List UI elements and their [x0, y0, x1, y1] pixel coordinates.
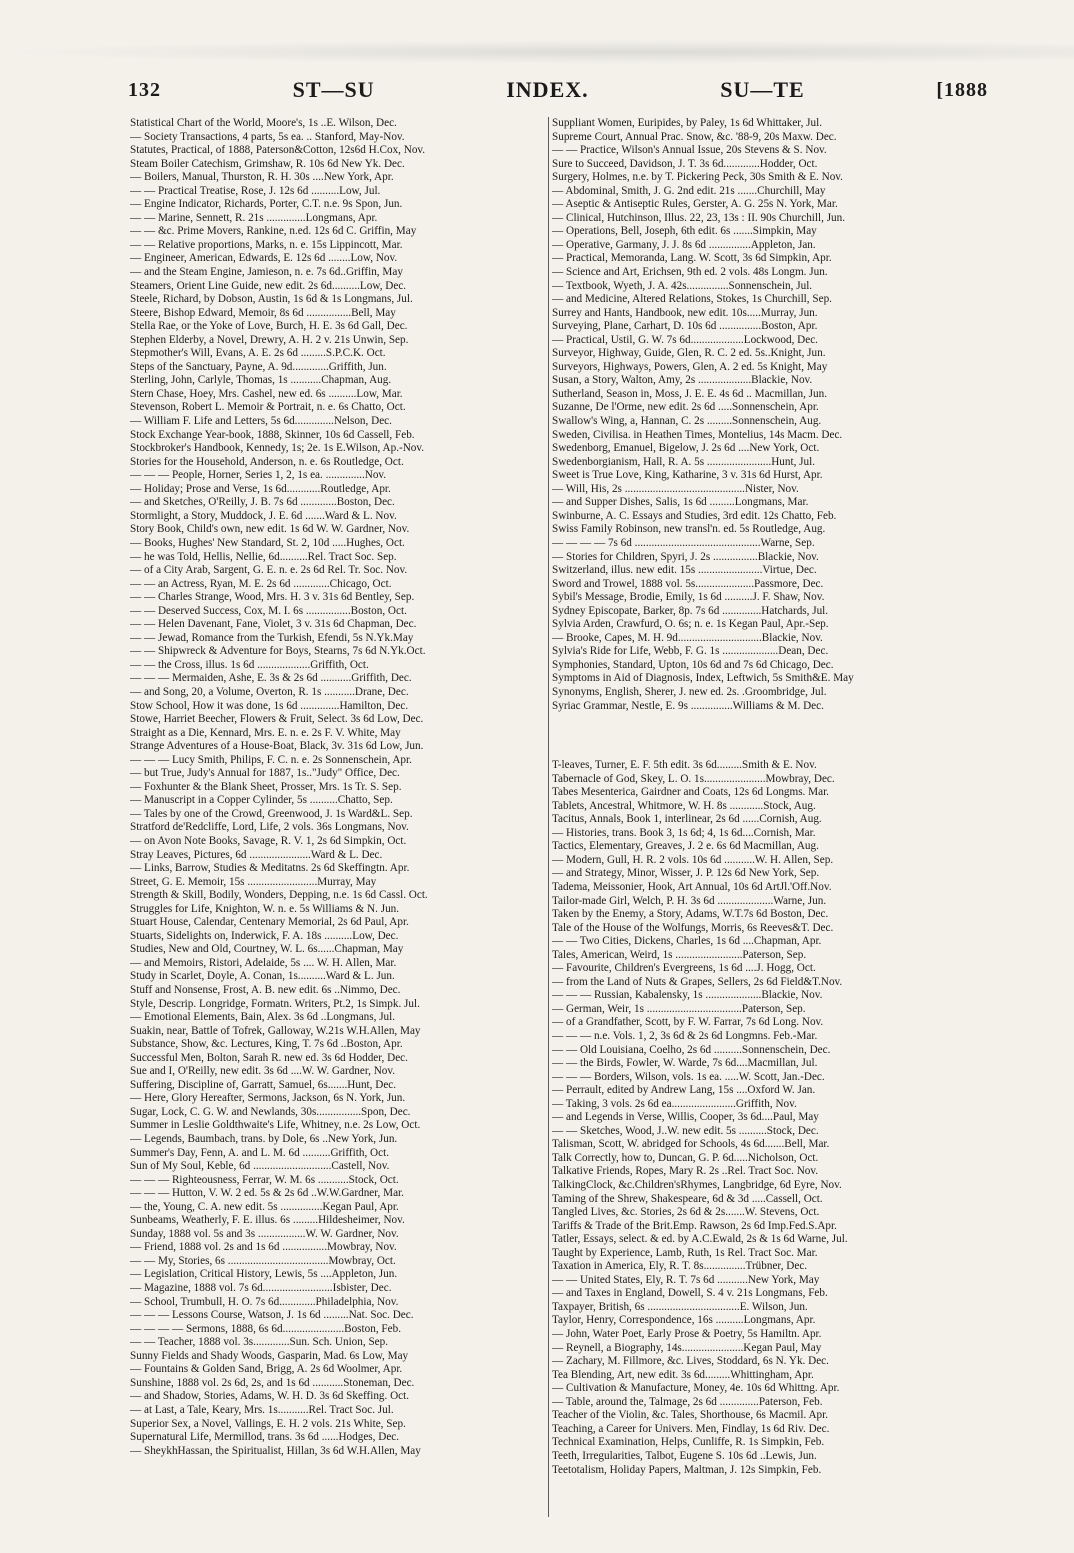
index-entry: — — Sketches, Wood, J..W. new edit. 5s ..........Stock, Dec. — [552, 1124, 819, 1137]
index-entry: Sydney Episcopate, Barker, 8p. 7s 6d ..............Hatchards, Jul. — [552, 604, 829, 617]
index-entry: Steps of the Sanctuary, Payne, A. 9d.............Griffith, Jun. — [130, 360, 387, 373]
index-entry: — William F. Life and Letters, 5s 6d..............Nelson, Dec. — [130, 415, 392, 428]
index-entry: Story Book, Child's own, new edit. 1s 6d W. W. Gardner, Nov. — [130, 523, 410, 536]
index-entry: Tabes Mesenterica, Gairdner and Coats, 12s 6d Longms. Mar. — [552, 786, 829, 799]
index-entry: — Operative, Garmany, J. J. 8s 6d ...............Appleton, Jan. — [552, 238, 816, 251]
index-entry: Street, G. E. Memoir, 15s .........................Murray, May — [130, 875, 377, 888]
index-entry: — Friend, 1888 vol. 2s and 1s 6d ................Mowbray, Nov. — [130, 1241, 397, 1254]
index-entry: Stephen Elderby, a Novel, Drewry, A. H. 2 v. 21s Unwin, Sep. — [130, 333, 409, 346]
index-entry: Stern Chase, Hoey, Mrs. Cashel, new ed. 6s ..........Low, Mar. — [130, 387, 403, 400]
index-entry: — Operations, Bell, Joseph, 6th edit. 6s .......Simpkin, May — [552, 225, 817, 238]
index-entry: — Here, Glory Hereafter, Sermons, Jackson, 6s N. York, Jun. — [130, 1092, 406, 1105]
index-entry: — of a City Arab, Sargent, G. E. n. e. 2s 6d Rel. Tr. Soc. Nov. — [130, 564, 408, 577]
index-entry: — — Teacher, 1888 vol. 3s.............Sun. Sch. Union, Sep. — [130, 1336, 389, 1349]
index-entry: Taxation in America, Ely, R. T. 8s...............Trübner, Dec. — [552, 1260, 808, 1273]
index-title: INDEX. — [506, 77, 589, 102]
index-entry: Sun of My Soul, Keble, 6d ............................Castell, Nov. — [130, 1160, 390, 1173]
index-entry: Tea Blending, Art, new edit. 3s 6d.........Whittingham, Apr. — [552, 1368, 814, 1381]
index-entry: Stepmother's Will, Evans, A. E. 2s 6d .........S.P.C.K. Oct. — [130, 347, 386, 360]
index-entry: Sutherland, Season in, Moss, J. E. E. 4s 6d .. Macmillan, Jun. — [552, 387, 828, 400]
index-entry: Stevenson, Robert L. Memoir & Portrait, n. e. 6s Chatto, Oct. — [130, 401, 406, 414]
index-entry: — — — — 7s 6d .............................................Warne, Sep. — [552, 536, 815, 549]
index-entry: — — — Righteousness, Ferrar, W. M. 6s ...........Stock, Oct. — [130, 1173, 399, 1186]
index-entry: Susan, a Story, Walton, Amy, 2s ...................Blackie, Nov. — [552, 374, 813, 387]
index-entry: TalkingClock, &c.Children'sRhymes, Langbridge, 6d Eyre, Nov. — [552, 1179, 842, 1192]
index-entry: Style, Descrip. Longridge, Formatn. Writers, Pt.2, 1s Simpk. Jul. — [130, 997, 420, 1010]
index-entry: Sunbeams, Weatherly, F. E. illus. 6s .........Hildesheimer, Nov. — [130, 1214, 405, 1227]
index-entry: Struggles for Life, Knighton, W. n. e. 5s Williams & N. Jun. — [130, 902, 400, 915]
index-entry: — — Two Cities, Dickens, Charles, 1s 6d ....Chapman, Apr. — [552, 935, 822, 948]
index-entry: — the, Young, C. A. new edit. 5s ...............Kegan Paul, Apr. — [130, 1200, 399, 1213]
index-entry: — — — Russian, Kabalensky, 1s ....................Blackie, Nov. — [552, 989, 823, 1002]
index-entry: — — Relative proportions, Marks, n. e. 15s Lippincott, Mar. — [130, 238, 403, 251]
index-entry: Supernatural Life, Mermillod, trans. 3s 6d ......Hodges, Dec. — [130, 1431, 400, 1444]
index-entry: Teaching, a Career for Univers. Men, Findlay, 1s 6d Riv. Dec. — [552, 1422, 830, 1435]
index-entry: — Textbook, Wyeth, J. A. 42s...............Sonnenschein, Jul. — [552, 279, 813, 292]
index-entry: Sue and I, O'Reilly, new edit. 3s 6d ....W. W. Gardner, Nov. — [130, 1065, 396, 1078]
index-entry: — — Deserved Success, Cox, M. I. 6s ................Boston, Oct. — [130, 604, 407, 617]
index-entry: Swallow's Wing, a, Hannan, C. 2s .........Sonnenschein, Aug. — [552, 415, 822, 428]
index-entry: — on Avon Note Books, Savage, R. V. 1, 2s 6d Simpkin, Oct. — [130, 834, 407, 847]
index-entry: — German, Weir, 1s ..................................Paterson, Sep. — [552, 1002, 806, 1015]
index-entry: Switzerland, illus. new edit. 15s .......................Virtue, Dec. — [552, 564, 817, 577]
index-entry: — Books, Hughes' New Standard, St. 2, 10d .....Hughes, Oct. — [130, 536, 405, 549]
index-entry: Sweden, Civilisa. in Heathen Times, Montelius, 14s Macm. Dec. — [552, 428, 843, 441]
left-range-heading: ST—SU — [292, 77, 375, 102]
te-entries — [552, 759, 992, 1477]
index-entry: Stuff and Nonsense, Frost, A. B. new edit. 6s ..Nimmo, Dec. — [130, 984, 401, 996]
index-entry: Talk Correctly, how to, Duncan, G. P. 6d.....Nicholson, Oct. — [552, 1151, 819, 1164]
index-entry: Successful Men, Bolton, Sarah R. new ed. 3s 6d Hodder, Dec. — [130, 1051, 408, 1064]
right-column — [552, 117, 992, 1477]
index-entry: — — &c. Prime Movers, Rankine, n.ed. 12s 6d C. Griffin, May — [130, 225, 417, 238]
index-entry: — Reynell, a Biography, 14s......................Kegan Paul, May — [552, 1341, 822, 1354]
index-entry: — — Jewad, Romance from the Turkish, Efendi, 5s N.Yk.May — [130, 631, 414, 644]
index-entry: Stories for the Household, Anderson, n. e. 6s Routledge, Oct. — [130, 455, 404, 468]
index-entry: — and Taxes in England, Dowell, S. 4 v. 21s Longmans, Feb. — [552, 1287, 828, 1300]
right-range-heading: SU—TE — [720, 77, 805, 102]
index-entry: — — United States, Ely, R. T. 7s 6d ...........New York, May — [552, 1273, 820, 1286]
index-entry: Stow School, How it was done, 1s 6d ..............Hamilton, Dec. — [130, 699, 409, 712]
index-entry: — and Memoirs, Ristori, Adelaide, 5s .... W. H. Allen, Mar. — [130, 956, 397, 969]
index-entry: — Tales by one of the Crowd, Greenwood, J. 1s Ward&L. Sep. — [130, 807, 413, 820]
index-entry: — Modern, Gull, H. R. 2 vols. 10s 6d ...........W. H. Allen, Sep. — [552, 853, 834, 866]
su-entries — [552, 117, 992, 713]
index-entry: — — Old Louisiana, Coelho, 2s 6d ..........Sonnenschein, Dec. — [552, 1043, 831, 1056]
index-entry: Suakin, near, Battle of Tofrek, Galloway, W.21s W.H.Allen, May — [130, 1024, 421, 1037]
index-entry: Symphonies, Standard, Upton, 10s 6d and 7s 6d Chicago, Dec. — [552, 658, 834, 671]
index-entry: Surgery, Holmes, n.e. by T. Pickering Peck, 30s Smith & E. Nov. — [552, 171, 843, 184]
index-entry: Steamers, Orient Line Guide, new edit. 2s 6d..........Low, Dec. — [130, 279, 407, 292]
index-entry: — Engineer, American, Edwards, E. 12s 6d ........Low, Nov. — [130, 252, 398, 265]
index-entry: Suzanne, De l'Orme, new edit. 2s 6d .....Sonnenschein, Apr. — [552, 401, 819, 414]
index-entry: Summer in Leslie Goldthwaite's Life, Whitney, n.e. 2s Low, Oct. — [130, 1119, 421, 1132]
index-entry: Taught by Experience, Lamb, Ruth, 1s Rel. Tract Soc. Mar. — [552, 1246, 818, 1259]
index-entry: Symptoms in Aid of Diagnosis, Index, Leftwich, 5s Smith&E. May — [552, 672, 854, 685]
index-entry: Swinburne, A. C. Essays and Studies, 3rd edit. 12s Chatto, Feb. — [552, 509, 837, 522]
index-entry: Sylvia Arden, Crawfurd, O. 6s; n. e. 1s Kegan Paul, Apr.-Sep. — [552, 618, 829, 631]
index-entry: — — an Actress, Ryan, M. E. 2s 6d .............Chicago, Oct. — [130, 577, 392, 590]
index-entry: Sweet is True Love, King, Katharine, 3 v. 31s 6d Hurst, Apr. — [552, 469, 823, 482]
index-entry: — Perrault, edited by Andrew Lang, 15s ....Oxford W. Jan. — [552, 1084, 816, 1097]
index-entry: — Links, Barrow, Studies & Meditatns. 2s 6d Skeffingtn. Apr. — [130, 862, 410, 875]
index-entry: — — Practical Treatise, Rose, J. 12s 6d ..........Low, Jul. — [130, 184, 381, 197]
index-entry: — — Charles Strange, Wood, Mrs. H. 3 v. 31s 6d Bentley, Sep. — [130, 591, 415, 604]
index-entry: — — — n.e. Vols. 1, 2, 3s 6d & 2s 6d Longmns. Feb.-Mar. — [552, 1030, 818, 1042]
index-entry: — Taking, 3 vols. 2s 6d ea.......................Griffith, Nov. — [552, 1097, 797, 1110]
index-entry: — and the Steam Engine, Jamieson, n. e. 7s 6d..Griffin, May — [130, 266, 403, 279]
index-entry: Tactics, Elementary, Greaves, J. 2 e. 6s 6d Macmillan, Aug. — [552, 840, 819, 853]
index-entry: Supreme Court, Annual Prac. Snow, &c. '88-9, 20s Maxw. Dec. — [552, 130, 837, 143]
year-heading: [1888 — [936, 78, 988, 101]
index-entry: — at Last, a Tale, Keary, Mrs. 1s...........Rel. Tract Soc. Jul. — [130, 1403, 394, 1416]
index-entry: Study in Scarlet, Doyle, A. Conan, 1s..........Ward & L. Jun. — [130, 970, 395, 983]
index-entry: — Abdominal, Smith, J. G. 2nd edit. 21s .......Churchill, May — [552, 184, 826, 197]
index-entry: Tablets, Ancestral, Whitmore, W. H. 8s ............Stock, Aug. — [552, 799, 816, 812]
index-entry: Surveyors, Highways, Powers, Glen, A. 2 ed. 5s Knight, May — [552, 360, 828, 373]
index-entry: Swedenborg, Emanuel, Bigelow, J. 2s 6d ....New York, Oct. — [552, 442, 820, 455]
index-entry: Tadema, Meissonier, Hook, Art Annual, 10s 6d ArtJl.'Off.Nov. — [552, 880, 832, 893]
index-entry: Suppliant Women, Euripides, by Paley, 1s 6d Whittaker, Jul. — [552, 117, 823, 129]
left-column — [130, 117, 543, 1458]
index-entry: Strange Adventures of a House-Boat, Black, 3v. 31s 6d Low, Jun. — [130, 740, 424, 753]
index-entry: — Histories, trans. Book 3, 1s 6d; 4, 1s 6d....Cornish, Mar. — [552, 826, 816, 839]
index-entry: Surveyor, Highway, Guide, Glen, R. C. 2 ed. 5s..Knight, Jun. — [552, 347, 826, 360]
page-header — [128, 76, 988, 104]
index-entry: — and Supper Dishes, Salis, 1s 6d .........Longmans, Mar. — [552, 496, 809, 509]
index-entry: — — the Cross, illus. 1s 6d ...................Griffith, Oct. — [130, 658, 369, 671]
index-entry: — and Legends in Verse, Willis, Cooper, 3s 6d....Paul, May — [552, 1111, 819, 1124]
index-entry: — Emotional Elements, Bain, Alex. 3s 6d ..Longmans, Jul. — [130, 1011, 396, 1024]
index-entry: — and Strategy, Minor, Wisser, J. P. 12s 6d New York, Sep. — [552, 867, 820, 880]
index-entry: — John, Water Poet, Early Prose & Poetry, 5s Hamiltn. Apr. — [552, 1328, 822, 1341]
index-entry: Sword and Trowel, 1888 vol. 5s.....................Passmore, Dec. — [552, 577, 824, 590]
index-entry: Tailor-made Girl, Welch, P. H. 3s 6d ....................Warne, Jun. — [552, 894, 827, 907]
index-entry: Teacher of the Violin, &c. Tales, Shorthouse, 6s Macmil. Apr. — [552, 1409, 829, 1422]
section-gap — [552, 713, 992, 759]
index-entry: Sunshine, 1888 vol. 2s 6d, 2s, and 1s 6d ...........Stoneman, Dec. — [130, 1376, 415, 1389]
index-entry: Stuarts, Sidelights on, Inderwick, F. A. 18s ..........Low, Dec. — [130, 929, 399, 942]
index-entry: — — Marine, Sennett, R. 21s ..............Longmans, Apr. — [130, 211, 378, 224]
index-entry: — from the Land of Nuts & Grapes, Sellers, 2s 6d Field&T.Nov. — [552, 975, 843, 988]
index-entry: Tabernacle of God, Skey, L. O. 1s......................Mowbray, Dec. — [552, 772, 835, 785]
index-entry: — — — Mermaiden, Ashe, E. 3s & 2s 6d ...........Griffith, Dec. — [130, 672, 412, 685]
index-entry: — Boilers, Manual, Thurston, R. H. 30s ....New York, Apr. — [130, 171, 394, 184]
page-number: 132 — [128, 78, 161, 101]
index-entry: Taken by the Enemy, a Story, Adams, W.T.7s 6d Boston, Dec. — [552, 908, 829, 921]
index-entry: — — My, Stories, 6s ....................................Mowbray, Oct. — [130, 1254, 396, 1267]
index-entry: Swedenborgianism, Hall, R. A. 5s .......................Hunt, Jul. — [552, 455, 816, 468]
index-entry: — and Medicine, Altered Relations, Stokes, 1s Churchill, Sep. — [552, 293, 832, 306]
index-entry: Teeth, Irregularities, Talbot, Eugene S. 10s 6d ..Lewis, Jun. — [552, 1449, 817, 1462]
index-entry: — Society Transactions, 4 parts, 5s ea. .. Stanford, May-Nov. — [130, 130, 405, 143]
index-entry: — Will, His, 2s ...........................................Nister, Nov. — [552, 482, 799, 495]
index-entry: — — the Birds, Fowler, W. Warde, 7s 6d....Macmillan, Jul. — [552, 1057, 818, 1070]
index-entry: Taylor, Henry, Correspondence, 16s ..........Longmans, Apr. — [552, 1314, 816, 1327]
index-entry: Summer's Day, Fenn, A. and L. M. 6d ..........Griffith, Oct. — [130, 1146, 389, 1159]
index-entry: Stormlight, a Story, Muddock, J. E. 6d .......Ward & L. Nov. — [130, 509, 397, 522]
index-entry: — Clinical, Hutchinson, Illus. 22, 23, 13s : II. 90s Churchill, Jun. — [552, 211, 846, 224]
index-entry: — Favourite, Children's Evergreens, 1s 6d ....J. Hogg, Oct. — [552, 962, 816, 975]
index-entry: Tacitus, Annals, Book 1, interlinear, 2s 6d ......Cornish, Aug. — [552, 813, 822, 826]
index-entry: — Foxhunter & the Blank Sheet, Prosser, Mrs. 1s Tr. S. Sep. — [130, 780, 402, 793]
index-entry: Surveying, Plane, Carhart, D. 10s 6d ...............Boston, Apr. — [552, 320, 818, 333]
index-entry: Stella Rae, or the Yoke of Love, Burch, H. E. 3s 6d Gall, Dec. — [130, 320, 408, 333]
index-entry: — Holiday; Prose and Verse, 1s 6d............Routledge, Apr. — [130, 482, 391, 495]
index-entry: — Fountains & Golden Sand, Brigg, A. 2s 6d Woolmer, Apr. — [130, 1363, 403, 1376]
index-entry: Sybil's Message, Brodie, Emily, 1s 6d ..........J. F. Shaw, Nov. — [552, 591, 825, 604]
index-entry: — he was Told, Hellis, Nellie, 6d..........Rel. Tract Soc. Sep. — [130, 550, 397, 563]
index-entry: Stratford de'Redcliffe, Lord, Life, 2 vols. 36s Longmans, Nov. — [130, 821, 409, 834]
index-entry: — Legends, Baumbach, trans. by Dole, 6s ..New York, Jun. — [130, 1133, 398, 1146]
index-entry: Sure to Succeed, Davidson, J. T. 3s 6d.............Hodder, Oct. — [552, 157, 818, 170]
index-entry: Sylvia's Ride for Life, Webb, F. G. 1s ....................Dean, Dec. — [552, 645, 829, 658]
index-entry: Synonyms, English, Sherer, J. new ed. 2s. .Groombridge, Jul. — [552, 685, 827, 698]
index-entry: Talisman, Scott, W. abridged for Schools, 4s 6d.......Bell, Mar. — [552, 1138, 830, 1151]
index-entry: — Zachary, M. Fillmore, &c. Lives, Stoddard, 6s N. Yk. Dec. — [552, 1355, 829, 1368]
index-entry: — — — Hutton, V. W. 2 ed. 5s & 2s 6d ..W.W.Gardner, Mar. — [130, 1187, 404, 1200]
index-entry: — — — Lessons Course, Watson, J. 1s 6d .........Nat. Soc. Dec. — [130, 1309, 414, 1322]
index-entry: — — — People, Horner, Series 1, 2, 1s ea. ..............Nov. — [130, 469, 387, 482]
index-entry: Stockbroker's Handbook, Kennedy, 1s; 2e. 1s E.Wilson, Ap.-Nov. — [130, 442, 425, 455]
index-entry: Stock Exchange Year-book, 1888, Skinner, 10s 6d Cassell, Feb. — [130, 428, 415, 441]
index-entry: Sugar, Lock, C. G. W. and Newlands, 30s................Spon, Dec. — [130, 1105, 411, 1118]
index-entry: — — — Borders, Wilson, vols. 1s ea. .....W. Scott, Jan.-Dec. — [552, 1070, 825, 1083]
index-entry: Sunday, 1888 vol. 5s and 3s .................W. W. Gardner, Nov. — [130, 1227, 399, 1240]
index-entry: — but True, Judy's Annual for 1887, 1s.."Judy" Office, Dec. — [130, 767, 400, 780]
scan-smudge — [0, 40, 1074, 64]
index-entry: Steele, Richard, by Dobson, Austin, 1s 6d & 1s Longmans, Jul. — [130, 293, 413, 306]
index-entry: Technical Examination, Helps, Cunliffe, R. 1s Simpkin, Feb. — [552, 1436, 825, 1449]
index-entry: Suffering, Discipline of, Garratt, Samuel, 6s.......Hunt, Dec. — [130, 1078, 397, 1091]
index-entry: — Brooke, Capes, M. H. 9d..............................Blackie, Nov. — [552, 631, 823, 644]
index-entry: Tariffs & Trade of the Brit.Emp. Rawson, 2s 6d Imp.Fed.S.Apr. — [552, 1219, 837, 1232]
index-entry: — Engine Indicator, Richards, Porter, C.T. n.e. 9s Spon, Jun. — [130, 198, 403, 211]
index-entry: Sunny Fields and Shady Woods, Gasparin, Mad. 6s Low, May — [130, 1349, 409, 1362]
index-entry: Stuart House, Calendar, Centenary Memorial, 2s 6d Paul, Apr. — [130, 916, 409, 929]
index-entry: Surrey and Hants, Handbook, new edit. 10s.....Murray, Jun. — [552, 306, 818, 319]
index-entry: — Cultivation & Manufacture, Money, 4e. 10s 6d Whittng. Apr. — [552, 1382, 840, 1395]
index-entry: — Science and Art, Erichsen, 9th ed. 2 vols. 48s Longm. Jun. — [552, 266, 828, 279]
index-entry: — — Shipwreck & Adventure for Boys, Stearns, 7s 6d N.Yk.Oct. — [130, 645, 426, 658]
index-entry: Sterling, John, Carlyle, Thomas, 1s ...........Chapman, Aug. — [130, 374, 392, 387]
index-entry: — School, Trumbull, H. O. 7s 6d.............Philadelphia, Nov. — [130, 1295, 399, 1308]
index-entry: Teetotalism, Holiday Papers, Maltman, J. 12s Simpkin, Feb. — [552, 1463, 822, 1476]
index-entry: — and Sketches, O'Reilly, J. B. 7s 6d .............Boston, Dec. — [130, 496, 395, 509]
index-entry: — Table, around the, Talmage, 2s 6d ..............Paterson, Feb. — [552, 1395, 823, 1408]
index-entry: — — — Lucy Smith, Philips, F. C. n. e. 2s Sonnenschein, Apr. — [130, 753, 412, 766]
index-entry: — Practical, Memoranda, Lang. W. Scott, 3s 6d Simpkin, Apr. — [552, 252, 832, 265]
index-entry: Tatler, Essays, select. & ed. by A.C.Ewald, 2s & 1s 6d Warne, Jul. — [552, 1233, 848, 1246]
index-entry: Superior Sex, a Novel, Vallings, E. H. 2 vols. 21s White, Sep. — [130, 1417, 406, 1430]
index-entry: — — Helen Davenant, Fane, Violet, 3 v. 31s 6d Chapman, Dec. — [130, 618, 417, 631]
index-entry: — and Song, 20, a Volume, Overton, R. 1s ...........Drane, Dec. — [130, 685, 409, 698]
index-entry: Tales, American, Weird, 1s ........................Paterson, Sep. — [552, 948, 807, 961]
index-entry: Statutes, Practical, of 1888, Paterson&Cotton, 12s6d H.Cox, Nov. — [130, 144, 426, 157]
index-entry: Taming of the Shrew, Shakespeare, 6d & 3d .....Cassell, Oct. — [552, 1192, 823, 1205]
index-entry: Talkative Friends, Ropes, Mary R. 2s ..Rel. Tract Soc. Nov. — [552, 1165, 819, 1178]
index-entry: — Aseptic & Antiseptic Rules, Gerster, A. G. 25s N. York, Mar. — [552, 198, 838, 211]
index-entry: — of a Grandfather, Scott, by F. W. Farrar, 7s 6d Long. Nov. — [552, 1016, 824, 1029]
index-entry: — Practical, Ustil, G. W. 7s 6d...................Lockwood, Dec. — [552, 333, 818, 346]
index-entry: Steere, Bishop Edward, Memoir, 8s 6d ................Bell, May — [130, 306, 396, 319]
index-entry: Tangled Lives, &c. Stories, 2s 6d & 2s.......W. Stevens, Oct. — [552, 1206, 820, 1219]
index-entry: Substance, Show, &c. Lectures, King, T. 7s 6d ..Boston, Apr. — [130, 1038, 403, 1051]
index-entry: — Manuscript in a Copper Cylinder, 5s ..........Chatto, Sep. — [130, 794, 393, 807]
index-entry: T-leaves, Turner, E. F. 5th edit. 3s 6d.........Smith & E. Nov. — [552, 759, 817, 772]
index-entry: Swiss Family Robinson, new transl'n. ed. 5s Routledge, Aug. — [552, 523, 826, 536]
index-entry: — Magazine, 1888 vol. 7s 6d.........................Isbister, Dec. — [130, 1282, 392, 1295]
index-entry: Strength & Skill, Bodily, Wonders, Depping, n.e. 1s 6d Cassl. Oct. — [130, 889, 428, 902]
index-entry: — Stories for Children, Spyri, J. 2s ................Blackie, Nov. — [552, 550, 819, 563]
index-entry: Tale of the House of the Wolfungs, Morris, 6s Reeves&T. Dec. — [552, 921, 834, 934]
index-entry: Straight as a Die, Kennard, Mrs. E. n. e. 2s F. V. White, May — [130, 726, 401, 739]
column-divider — [548, 117, 549, 1517]
index-entry: Stray Leaves, Pictures, 6d ......................Ward & L. Dec. — [130, 848, 383, 861]
index-entry: — SheykhHassan, the Spiritualist, Hillan, 3s 6d W.H.Allen, May — [130, 1444, 421, 1457]
index-entry: Statistical Chart of the World, Moore's, 1s ..E. Wilson, Dec. — [130, 117, 397, 129]
index-entry: Syriac Grammar, Nestle, E. 9s ...............Williams & M. Dec. — [552, 699, 824, 712]
index-entry: — and Shadow, Stories, Adams, W. H. D. 3s 6d Skeffing. Oct. — [130, 1390, 410, 1403]
index-entry: Taxpayer, British, 6s .................................E. Wilson, Jun. — [552, 1300, 808, 1313]
index-entry: Studies, New and Old, Courtney, W. L. 6s......Chapman, May — [130, 943, 404, 956]
index-entry: Steam Boiler Catechism, Grimshaw, R. 10s 6d New Yk. Dec. — [130, 157, 405, 170]
index-entry: — — — — Sermons, 1888, 6s 6d......................Boston, Feb. — [130, 1322, 401, 1335]
index-entry: Stowe, Harriet Beecher, Flowers & Fruit, Select. 3s 6d Low, Dec. — [130, 713, 424, 726]
index-entry: — Legislation, Critical History, Lewis, 5s ....Appleton, Jun. — [130, 1268, 398, 1281]
index-entry: — — Practice, Wilson's Annual Issue, 20s Stevens & S. Nov. — [552, 144, 827, 157]
